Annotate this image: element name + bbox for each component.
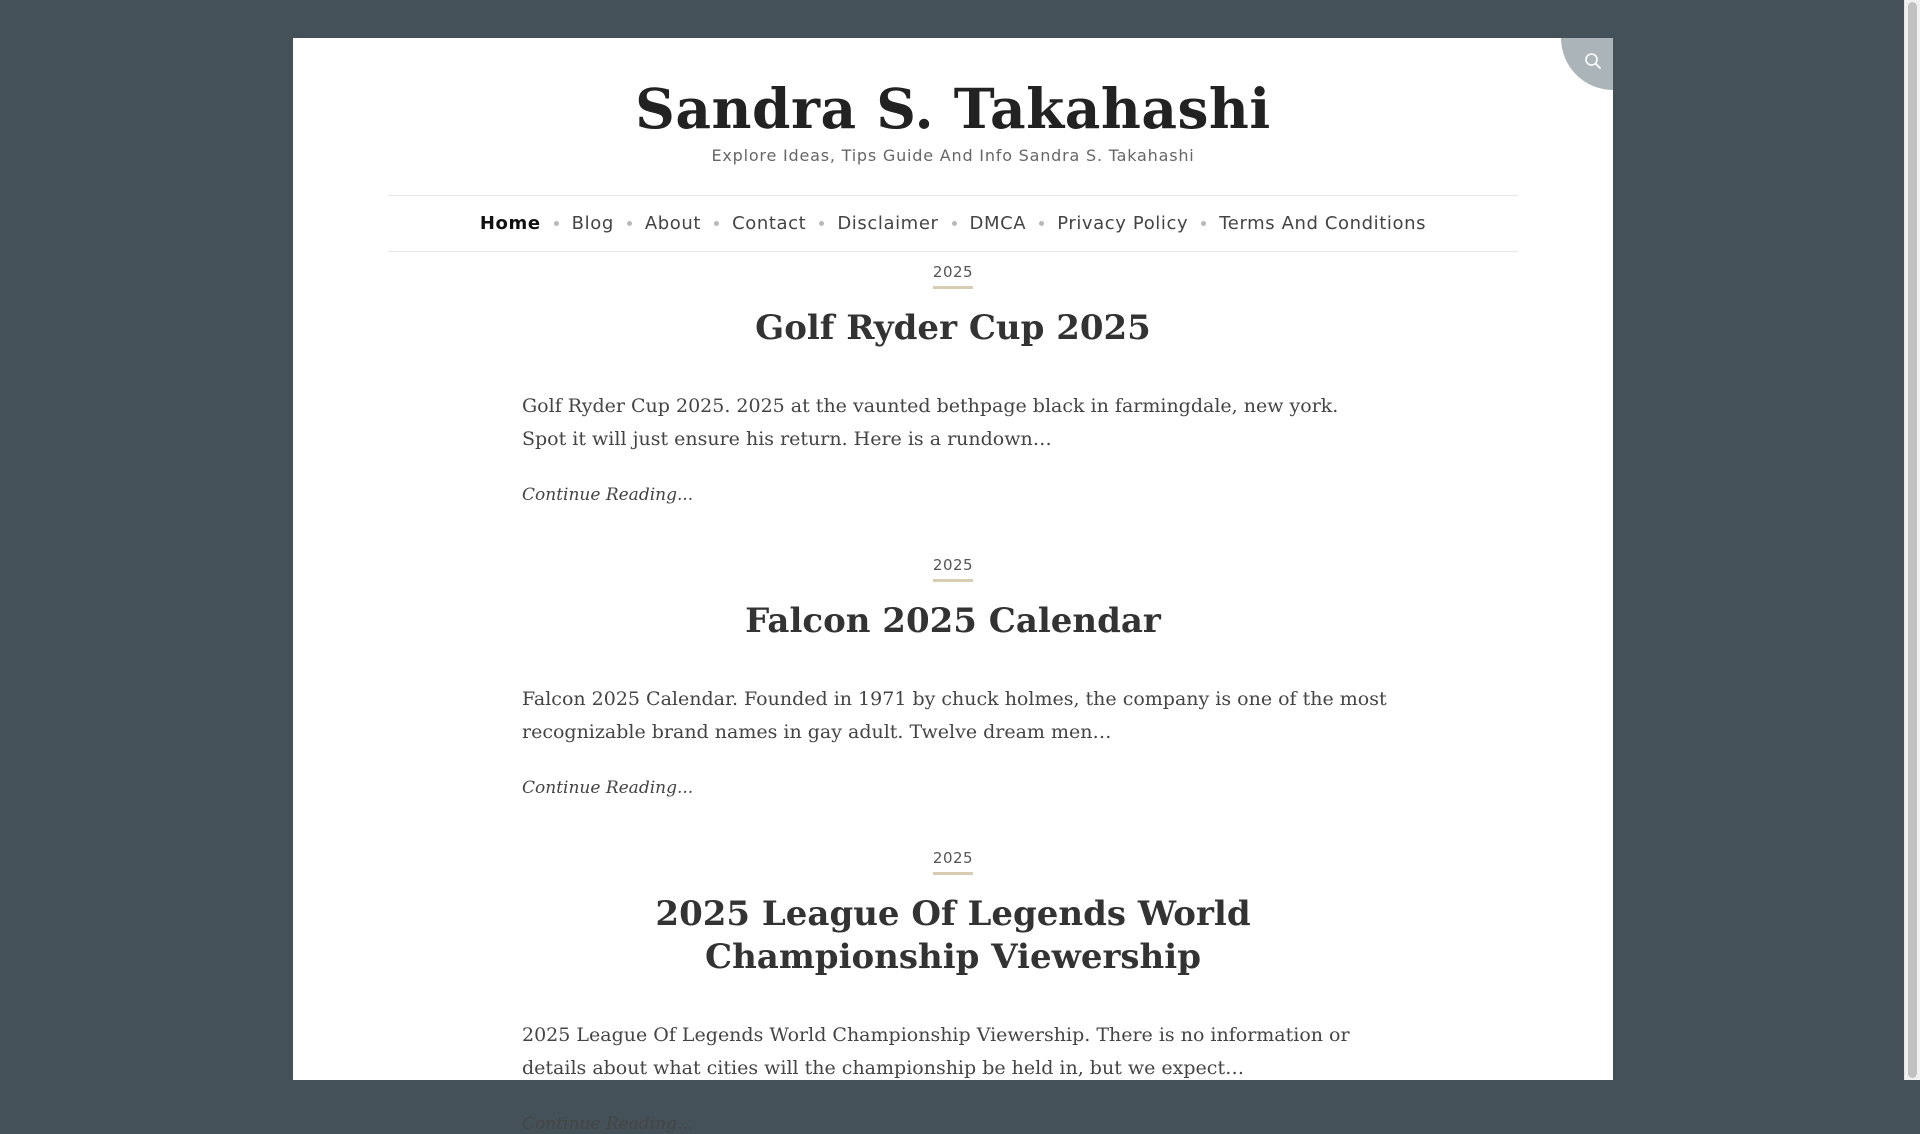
post-excerpt: 2025 League Of Legends World Championship Viewership. There is no information or details about what cities will the championship be held in, but we expect… — [522, 1024, 1350, 1079]
nav-separator — [819, 221, 824, 226]
nav-item-about[interactable]: About — [644, 213, 702, 234]
nav-item-disclaimer[interactable]: Disclaimer — [837, 213, 939, 234]
nav-separator — [554, 221, 559, 226]
site-title[interactable]: Sandra S. Takahashi — [635, 76, 1271, 141]
post-title-link[interactable]: Falcon 2025 Calendar — [745, 601, 1161, 641]
search-icon — [1584, 52, 1602, 70]
post-title — [563, 893, 1343, 979]
continue-reading-link[interactable]: Continue Reading... — [522, 1114, 694, 1134]
nav-separator — [952, 221, 957, 226]
nav-item-home[interactable]: Home — [479, 213, 541, 234]
nav-separator — [1201, 221, 1206, 226]
post-title-link[interactable]: Golf Ryder Cup 2025 — [755, 308, 1151, 348]
post-category[interactable]: 2025 — [933, 263, 973, 289]
post-title — [563, 600, 1343, 643]
scrollbar-thumb[interactable] — [1908, 2, 1917, 1078]
site-description: Explore Ideas, Tips Guide And Info Sandra S. Takahashi — [711, 146, 1195, 165]
page-container — [293, 38, 1613, 1134]
continue-reading-link[interactable]: Continue Reading... — [522, 778, 694, 798]
post-entry — [293, 555, 1613, 798]
post-category[interactable]: 2025 — [933, 556, 973, 582]
nav-separator — [1039, 221, 1044, 226]
post-entry — [293, 848, 1613, 1134]
post-excerpt: Golf Ryder Cup 2025. 2025 at the vaunted bethpage black in farmingdale, new york. Spot it will just ensure his return. Here is a rundown… — [522, 395, 1339, 450]
vertical-scrollbar[interactable] — [1904, 0, 1920, 1080]
nav-item-privacy-policy[interactable]: Privacy Policy — [1057, 213, 1189, 234]
nav-item-terms[interactable]: Terms And Conditions — [1219, 213, 1427, 234]
main-nav — [388, 195, 1518, 252]
nav-separator — [627, 221, 632, 226]
post-entry — [293, 262, 1613, 505]
post-title-link[interactable]: 2025 League Of Legends World Championship Viewership — [655, 894, 1251, 977]
nav-item-contact[interactable]: Contact — [732, 213, 807, 234]
post-category[interactable]: 2025 — [933, 849, 973, 875]
continue-reading-link[interactable]: Continue Reading... — [522, 485, 694, 505]
post-excerpt: Falcon 2025 Calendar. Founded in 1971 by chuck holmes, the company is one of the most recognizable brand names in gay adult. Twelve dream men… — [522, 688, 1387, 743]
nav-item-blog[interactable]: Blog — [571, 213, 614, 234]
site-header — [293, 38, 1613, 165]
nav-item-dmca[interactable]: DMCA — [969, 213, 1027, 234]
post-list — [293, 262, 1613, 1134]
nav-separator — [714, 221, 719, 226]
post-title — [563, 307, 1343, 350]
